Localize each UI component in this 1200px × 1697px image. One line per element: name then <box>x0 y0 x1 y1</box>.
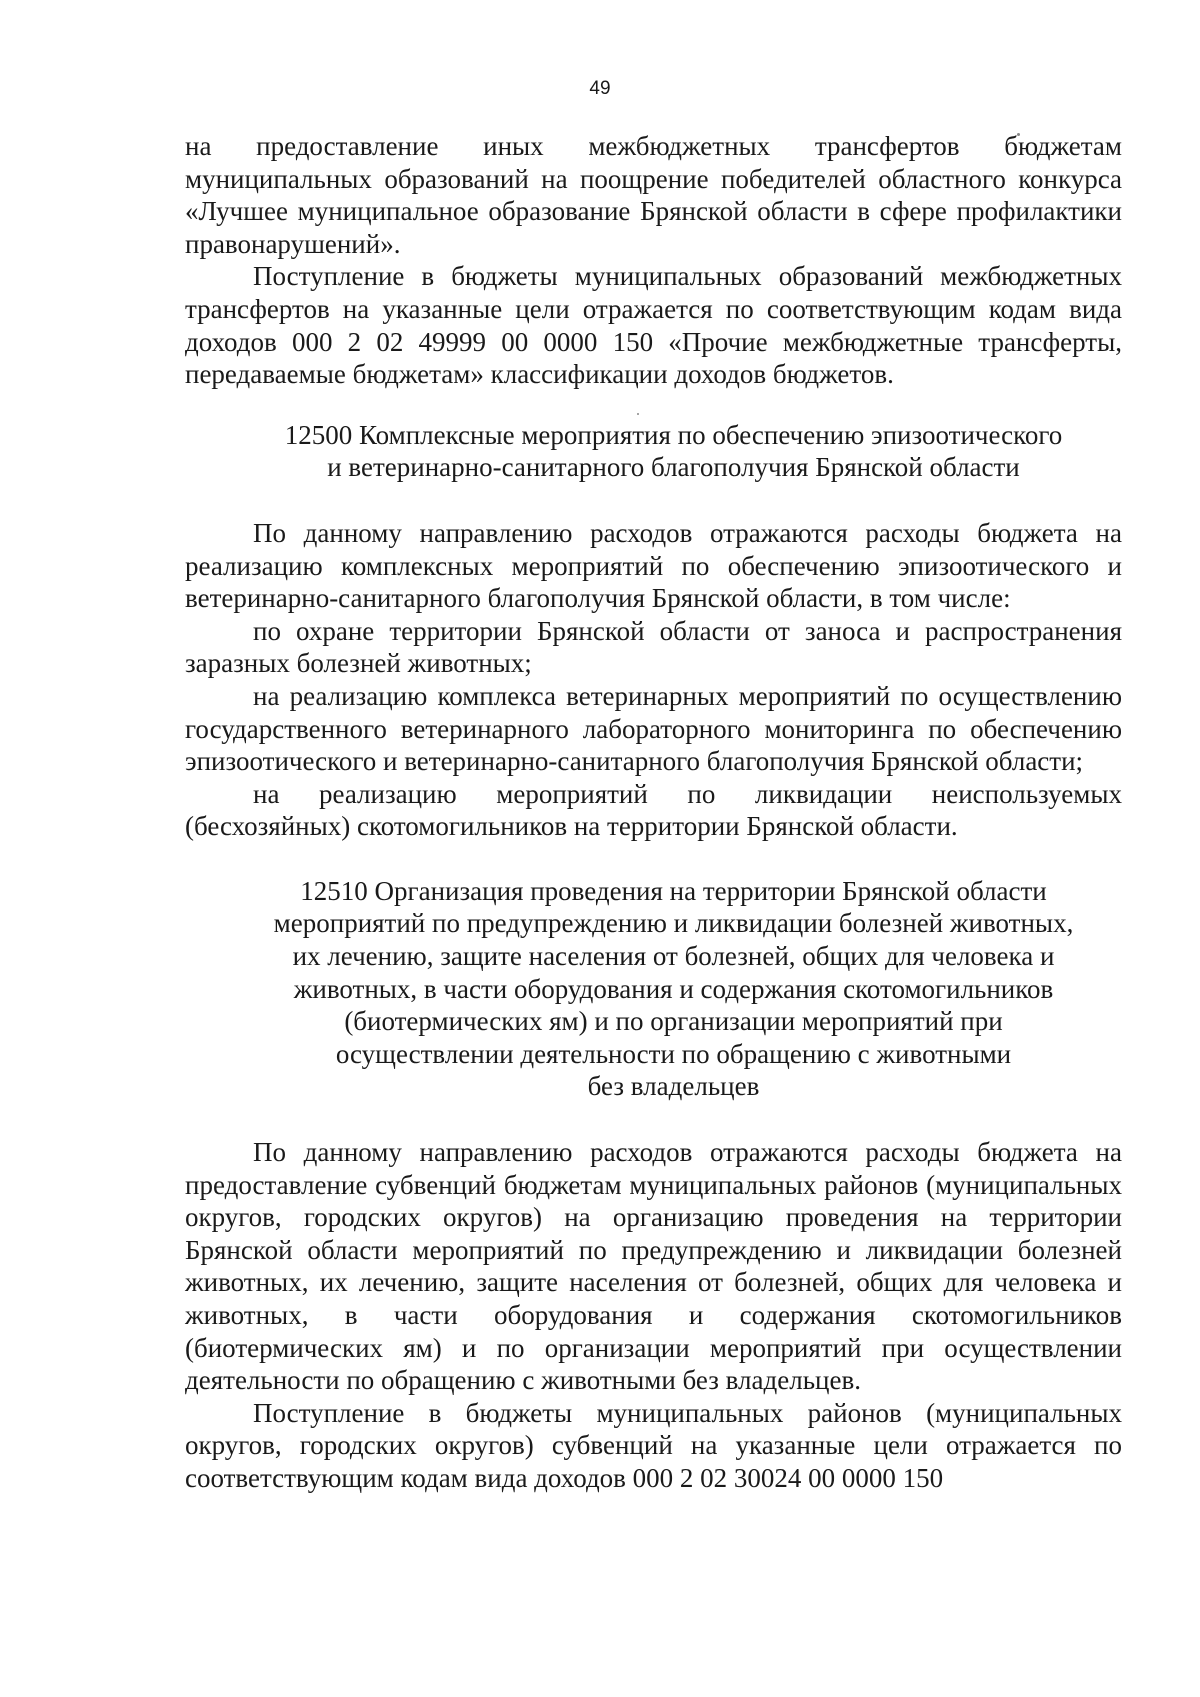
paragraph-transfers-income: Поступление в бюджеты муниципальных образований межбюджетных трансфертов на указанные цели отражается по соответствующим кодам вида доходов 000 2 02 49999 00 0000 150 «Прочие межбюджетные трансферты, передаваемые бюджетам» классификации доходов бюджетов. <box>185 261 1122 390</box>
paragraph-12510-income: Поступление в бюджеты муниципальных районов (муниципальных округов, городских округов) субвенций на указанные цели отражается по соответствующим кодам вида доходов 000 2 02 30024 00 0000 150 <box>185 1397 1122 1493</box>
page-number: 49 <box>589 78 611 99</box>
paragraph-12500-item-1: по охране территории Брянской области от заноса и распространения заразных болезней животных; <box>185 615 1122 679</box>
heading-12510: 12510 Организация проведения на территории Брянской области мероприятий по предупреждению и ликвидации болезней животных, их лечению, защите населения от болезней, общих для человека и животных, в части оборудования и содержания скотомогильников (биотермических ям) и по организации мероприятий при осуществлении деятельности по обращению с животными без владельцев <box>273 875 1074 1102</box>
paragraph-12500-intro: По данному направлению расходов отражаются расходы бюджета на реализацию комплексных мероприятий по обеспечению эпизоотического и ветеринарно-санитарного благополучия Брянской области, в том числе: <box>185 517 1122 614</box>
heading-12500: 12500 Комплексные мероприятия по обеспечению эпизоотического и ветеринарно-санитарного благополучия Брянской области <box>284 419 1063 483</box>
paragraph-12510-intro: По данному направлению расходов отражаются расходы бюджета на предоставление субвенций бюджетам муниципальных районов (муниципальных округов, городских округов) на организацию проведения на территории Брянской области мероприятий по предупреждению и ликвидации болезней животных, их лечению, защите населения от болезней, общих для человека и животных, в части оборудования и содержания скотомогильников (биотермических ям) и по организации мероприятий при осуществлении деятельности по обращению с животными без владельцев. <box>185 1137 1122 1396</box>
document-body <box>185 130 1122 1495</box>
paragraph-transfers-purpose: на предоставление иных межбюджетных трансфертов бюджетам муниципальных образований на поощрение победителей областного конкурса «Лучшее муниципальное образование Брянской области в сфере профилактики правонарушений». <box>185 131 1122 259</box>
paragraph-12500-item-2: на реализацию комплекса ветеринарных мероприятий по осуществлению государственного ветеринарного лабораторного мониторинга по обеспечению эпизоотического и ветеринарно-санитарного благополучия Брянской области; <box>185 680 1122 777</box>
paragraph-12500-item-3: на реализацию мероприятий по ликвидации неиспользуемых (бесхозяйных) скотомогильников на территории Брянской области. <box>185 778 1122 842</box>
